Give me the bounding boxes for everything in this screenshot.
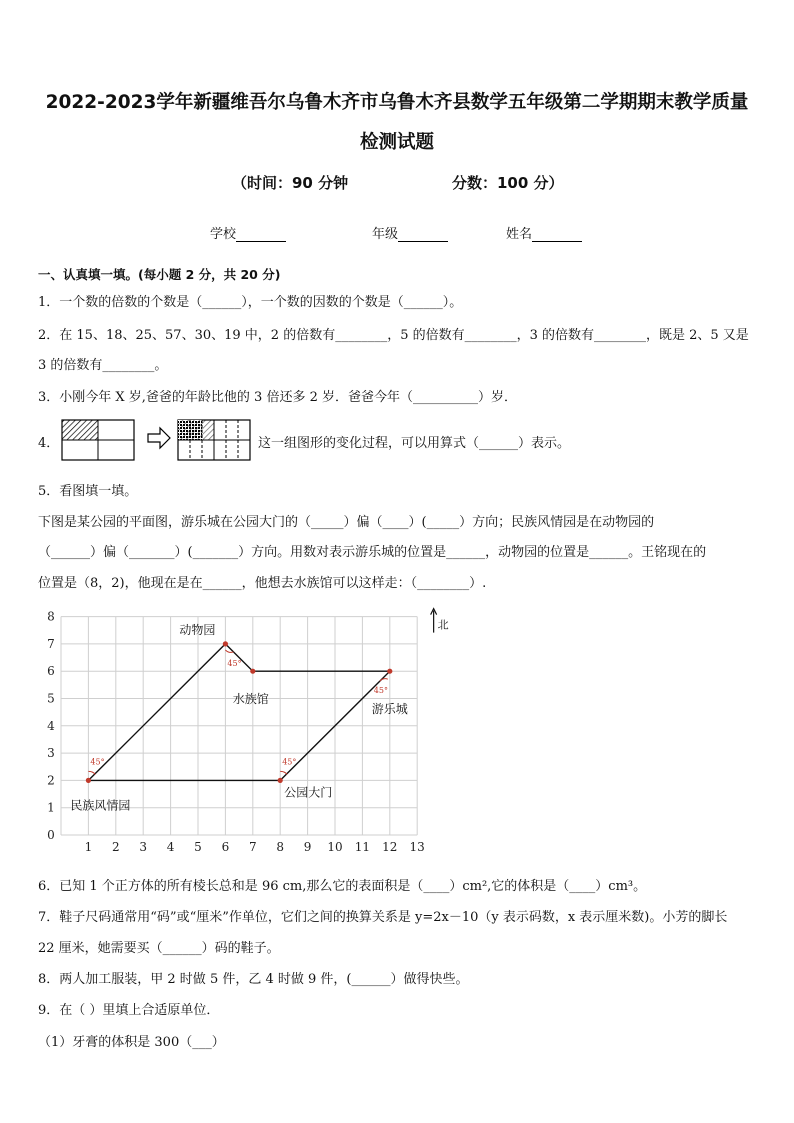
question-2: 2．在 15、18、25、57、30、19 中，2 的倍数有________，5 的倍数有________，3 的倍数有________，既是 2、5 又是: [38, 328, 749, 343]
fraction-rect-right: [178, 420, 250, 460]
question-4: 这一组图形的变化过程，可以用算式（______）表示。: [258, 436, 571, 451]
question-3: 3．小刚今年 X 岁,爸爸的年龄比他的 3 倍还多 2 岁．爸爸今年（__________）岁．: [38, 390, 517, 405]
y-tick-label: 5: [47, 691, 55, 706]
x-tick-label: 7: [248, 840, 257, 854]
question-7-cont: 22 厘米，她需要买（______）码的鞋子。: [38, 941, 280, 956]
y-tick-label: 6: [47, 664, 55, 679]
x-tick-label: 5: [194, 840, 202, 854]
y-tick-label: 7: [47, 636, 55, 651]
place-label: 动物园: [179, 622, 216, 637]
x-tick-label: 1: [84, 840, 93, 854]
question-9-1: （1）牙膏的体积是 300（___）: [38, 1035, 225, 1050]
place-label: 民族风情园: [70, 798, 131, 813]
place-point: [278, 778, 283, 783]
x-tick-label: 4: [166, 840, 175, 854]
fraction-figure: [60, 418, 260, 464]
y-tick-label: 2: [47, 773, 55, 788]
angle-label: 45°: [373, 686, 388, 696]
x-tick-label: 12: [382, 840, 398, 854]
y-tick-label: 8: [47, 609, 55, 624]
x-tick-label: 6: [221, 840, 230, 854]
x-tick-label: 9: [303, 840, 312, 854]
section-heading: 一、认真填一填。(每小题 2 分，共 20 分): [38, 267, 281, 282]
angle-label: 45°: [227, 658, 242, 668]
question-5-line2: （______）偏（_______）(_______）方向。用数对表示游乐城的位置是______，动物园的位置是______。王铭现在的: [38, 545, 707, 560]
arrow-icon: [148, 428, 170, 448]
school-label: 学校: [210, 227, 237, 242]
place-point: [387, 669, 392, 674]
y-tick-label: 3: [47, 746, 55, 761]
x-tick-label: 13: [409, 840, 425, 854]
school-blank[interactable]: [236, 229, 286, 242]
grade-blank[interactable]: [398, 229, 448, 242]
question-6: 6．已知 1 个正方体的所有棱长总和是 96 cm,那么它的表面积是（____）cm²,它的体积是（____）cm³。: [38, 879, 647, 894]
place-label: 公园大门: [284, 785, 333, 800]
angle-label: 45°: [90, 757, 105, 767]
x-tick-label: 11: [354, 840, 371, 854]
place-point: [86, 778, 91, 783]
x-tick-label: 10: [327, 840, 343, 854]
park-map-chart: [30, 598, 450, 860]
y-tick-label: 0: [47, 828, 55, 842]
question-2-cont: 3 的倍数有________。: [38, 358, 168, 373]
page-title-line2: 检测试题: [359, 132, 434, 153]
angle-arc: [280, 771, 287, 774]
place-point: [250, 669, 255, 674]
school-field[interactable]: [210, 223, 286, 242]
angle-arc: [88, 771, 95, 774]
question-7: 7．鞋子尺码通常用“码”或“厘米”作单位，它们之间的换算关系是 y=2x－10（y 表示码数，x 表示厘米数)。小芳的脚长: [38, 910, 728, 925]
name-blank[interactable]: [532, 229, 582, 242]
page-title: 2022-2023学年新疆维吾尔乌鲁木齐市乌鲁木齐县数学五年级第二学期期末教学质量: [45, 92, 749, 113]
place-label: 水族馆: [232, 692, 269, 707]
fraction-rect-left: [62, 420, 134, 460]
place-point: [223, 641, 228, 646]
exam-time: （时间：90 分钟: [232, 174, 349, 192]
exam-score: 分数：100 分）: [452, 174, 564, 192]
question-5-line3: 位置是（8，2)，他现在是在______，他想去水族馆可以这样走：（________）.: [38, 576, 487, 591]
question-9: 9．在（ ）里填上合适原单位．: [38, 1003, 220, 1018]
x-tick-label: 3: [139, 840, 148, 854]
north-label: 北: [437, 618, 449, 632]
y-tick-label: 1: [47, 800, 55, 815]
x-tick-label: 2: [111, 840, 120, 854]
grade-field[interactable]: [372, 223, 448, 242]
place-label: 游乐城: [371, 702, 408, 717]
question-4-number: 4．: [38, 436, 60, 451]
x-tick-label: 8: [276, 840, 285, 854]
name-label: 姓名: [506, 227, 533, 242]
name-field[interactable]: [506, 223, 582, 242]
angle-label: 45°: [282, 757, 297, 767]
y-tick-label: 4: [47, 718, 55, 733]
question-8: 8．两人加工服装，甲 2 时做 5 件，乙 4 时做 9 件，(______）做得快些。: [38, 972, 469, 987]
grade-label: 年级: [372, 227, 399, 242]
question-5-title: 5．看图填一填。: [38, 484, 138, 499]
question-5-line1: 下图是某公园的平面图，游乐城在公园大门的（_____）偏（____）(_____）方向；民族风情园是在动物园的: [38, 515, 655, 530]
question-1: 1．一个数的倍数的个数是（______），一个数的因数的个数是（______）。: [38, 295, 463, 310]
